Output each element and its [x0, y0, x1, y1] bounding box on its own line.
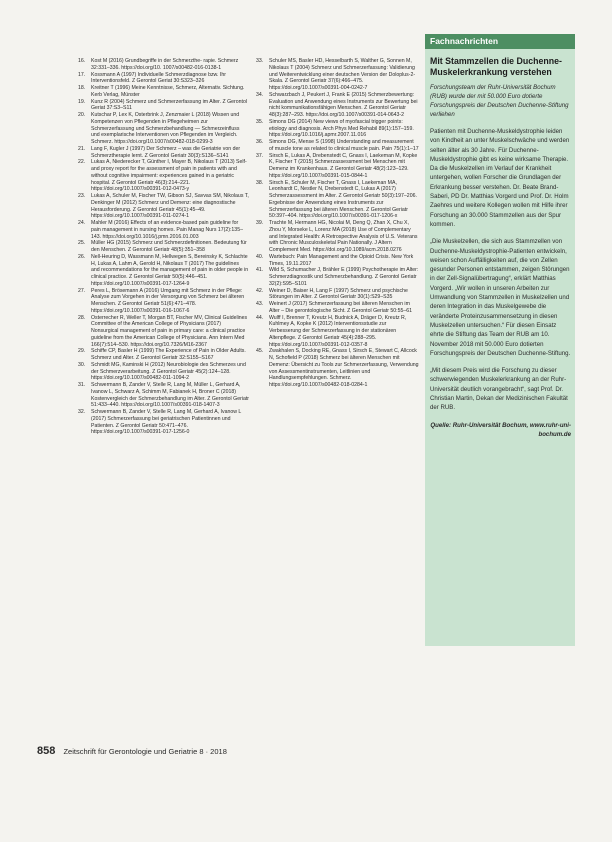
reference-text: Weiner D, Baiser H, Lang F (1997) Schmerz und psychische Störungen im Alter. Z Gerontol Geriatr 30(1):S29–S35: [269, 287, 408, 301]
reference-entry: [256, 92, 419, 119]
reference-text: Kutschar P, Lex K, Osterbrink J, Zenzmaier L (2018) Wissen und Kompetenzen von Pflegenden in Pflegeheimen zur Schmerzerfassung und Schmerzbehandlung — Schmerzeinfluss und exemplarische Interventionen von Pflegenden im Vergleich. Schmerz. https://doi.org/10.1007/s00482-018-0299-3: [91, 112, 240, 145]
reference-entry: [78, 159, 249, 193]
references-middle-column: [256, 58, 419, 389]
reference-entry: [78, 85, 249, 99]
reference-entry: [78, 315, 249, 349]
reference-number: 30.: [78, 361, 86, 368]
reference-number: 40.: [256, 253, 264, 260]
reference-text: Kossmann A (1997) Individuelle Schmerzdiagnose bzw. Ihr Interventionsfeld. Z Gerontol Geriat 30:S323–326: [91, 71, 226, 85]
reference-entry: [256, 348, 419, 389]
reference-text: Lukas A, Schuler M, Fischer TW, Gibson SJ, Savvas SM, Nikolaus T, Denkinger M (2012) Schmerz und Demenz: eine diagnostische Herausforderung. Z Gerontol Geriatr 45(1):45–49. https://doi.org/10.1007/s00391-011-0274-1: [91, 193, 249, 220]
reference-number: 44.: [256, 314, 264, 321]
reference-number: 23.: [78, 193, 86, 199]
reference-entry: [78, 112, 249, 146]
reference-number: 22.: [78, 159, 86, 166]
reference-entry: [256, 254, 419, 268]
reference-entry: [256, 139, 419, 153]
reference-entry: [78, 72, 249, 86]
reference-number: 42.: [256, 287, 264, 294]
article-paragraph: Patienten mit Duchenne-Muskeldystrophie leiden von Kindheit an unter Muskelschwäche und werden selten älter als 30 Jahre. Für Duchenne-Muskeldystrophie gibt es keine wirksame Therapie. Da die Muskelzellen im Verlauf der Krankheit untergehen, wollen Forscher die Grundlagen der Erkrankung besser verstehen. Dr. Beate Brand-Saberi, PD Dr. Matthias Vorgerd und Prof. Dr. Holm Zaehres und weitere Kollegen wollen mit Hilfe ihrer Forschung an 30.000 Stammzellen aus der Spur kommen.: [430, 128, 570, 228]
reference-text: Schmidt MG, Kaminski H (2012) Neurobiologie des Schmerzes und der Schmerzverarbeitung. Z Gerontol Geriatr 45(2):124–128. https://doi.org/10.1007/s00482-011-1094-2: [91, 361, 246, 382]
reference-text: Simons DG (2014) New views of myofascial trigger points: etiology and diagnosis. Arch Phys Med Rehabil 89(1):157–159. https://doi.org/10.1016/j.apmr.2007.11.016: [269, 118, 414, 139]
reference-text: Müller HG (2015) Schmerz und Schmerzdefinitionen. Bedeutung für den Menschen. Z Gerontol Geriatr 48(5):351–358: [91, 240, 247, 253]
reference-entry: [78, 254, 249, 288]
reference-text: Lang F, Kugler J (1997) Der Schmerz – was die Geriatrie von der Schmerztherapie lernt. Z Gerontol Geriatr 30(3):S136–S141: [91, 145, 241, 159]
reference-entry: [78, 362, 249, 382]
reference-text: Schwarzbach J, Peukert J, Frank E (2015) Schmerzbewertung: Evaluation und Anwendung eines Instruments zur Bewertung bei nicht kommunikationsfähigen Menschen. Z Gerontol Geriatr 48(3):287–293. https://doi.org/10.1007/s00391-014-0643-2: [269, 91, 418, 118]
reference-number: 18.: [78, 85, 86, 91]
page-footer: [37, 746, 437, 757]
reference-text: Zwakhalen S, Docking RE, Gnass I, Sirsch E, Stewart C, Allcock N, Schofield P (2018) Schmerz bei älteren Menschen mit Demenz: Übersicht zu Tools zur Schmerzerfassung, Verwendung von Assessmentinstrumenten, Leitlinien und Handlungsempfehlungen. Schmerz. https://doi.org/10.1007/s00482-018-0284-1: [269, 348, 419, 388]
reference-text: Nell-Heuring D, Wassmann M, Hellwegen S, Bereinsky K, Schlachte H, Lukas A, Lahm A, Gerold H, Nikolaus T (2017) The guidelines and recommendations for the management of pain in older people in clinical practice. Z Gerontol Geriatr 50(5):446–451. https://doi.org/10.1007/s00391-017-1264-9: [91, 253, 249, 287]
reference-entry: [256, 267, 419, 287]
reference-entry: [78, 193, 249, 220]
reference-number: 32.: [78, 409, 86, 415]
reference-number: 29.: [78, 348, 86, 355]
reference-number: 39.: [256, 220, 264, 226]
reference-entry: [256, 180, 419, 221]
article-source: Quelle: Ruhr-Universität Bochum, www.ruhr-uni-bochum.de: [430, 421, 571, 438]
reference-entry: [256, 119, 419, 139]
reference-number: 26.: [78, 253, 86, 260]
reference-text: Sirsch E, Lukas A, Drebenstedt C, Gnass I, Laekeman M, Kopke K, Fischer T (2015) Schmerzassessment bei Menschen mit Demenz im Krankenhaus. Z Gerontol Geriatr 48(2):123–129. https://doi.org/10.1007/s00391-015-0844-1: [269, 152, 418, 179]
reference-text: Weinert J (2017) Schmerzerfassung bei älteren Menschen im Alter – Die gerontologische Sicht. Z Gerontol Geriatr 50:55–61: [269, 301, 413, 314]
reference-entry: [256, 153, 419, 180]
sidebar-body: [425, 49, 575, 439]
reference-entry: [256, 220, 419, 254]
reference-text: Schiffe CP, Basler H (1999) The Experience of Pain in Older Adults. Schmerz und Alter. Z Gerontol Geriatr 32:S155–S167: [91, 348, 246, 361]
reference-number: 24.: [78, 220, 86, 226]
news-sidebar: [425, 34, 575, 646]
reference-entry: [78, 99, 249, 113]
reference-number: 28.: [78, 314, 86, 321]
reference-entry: [256, 315, 419, 349]
reference-number: 20.: [78, 112, 86, 118]
reference-number: 19.: [78, 98, 86, 105]
reference-number: 38.: [256, 179, 264, 186]
reference-text: Schwermann B, Zander V, Stelle R, Lang M, Müller L, Gerhard A, Ivanow L, Schwarz A, Schimm M, Fabianek H, Broner C (2018) Kostenvergleich der Schmerzbehandlung im Alter. Z Gerontol Geriatr 51:433–440. https://doi.org/10.1007/s00391-018-1407-3: [91, 382, 250, 409]
reference-number: 16.: [78, 58, 86, 64]
reference-text: Osterrecher R, Weller T, Morgan BT, Fischer MV, Clinical Guidelines Committee of the American College of Physicians (2017) Nonsurgical management of pain in primary care: a clinical practice guideline from the American College of Physicians. Ann Intern Med 166(7):514–530. https://doi.org/10.7326/M16-2367: [91, 314, 248, 348]
reference-text: Kost M (2016) Grundbegriffe in der Schmerzthe- rapie. Schmerz 32:331–336. https://doi.org/10. 1007/s00482-016-0138-1: [91, 58, 239, 71]
reference-text: Mahler M (2016) Effects of an evidence-based pain guideline for pain management in nursing homes. Pain Manag Nurs 17(2):135–143. https://doi.org/10.1016/j.pmn.2016.01.003: [91, 220, 243, 240]
article-title: Mit Stammzellen die Duchenne-Muskelerkrankung verstehen: [430, 56, 562, 77]
reference-text: Kreitner T (1996) Meine Kenntnisse, Schmerz, Alternativ. Sichtung. Kerb Verlag, Münster: [91, 85, 245, 98]
reference-entry: [78, 409, 249, 436]
reference-entry: [78, 58, 249, 72]
reference-text: Wild S, Schumacher J, Brähler E (1999) Psychotherapie im Alter: Schmerzdiagnostik und Schmerzbehandlung. Z Gerontol Geriatr 32(2):S95–S101: [269, 267, 419, 287]
reference-entry: [256, 58, 419, 92]
reference-number: 45.: [256, 348, 264, 355]
reference-entry: [78, 382, 249, 409]
reference-text: Wulff I, Brenner T, Kreutz H, Budnick A, Dräger D, Kreutz R, Kuhlmey A, Kopke K (2012) Interventionsstudie zur Verbesserung der Schmerzerfassung in der stationären Altenpflege. Z Gerontol Geriatr 45(4):288–295. https://doi.org/10.1007/s00391-012-0357-8: [269, 314, 407, 348]
article-paragraph: „Mit diesem Preis wird die Forschung zu dieser schwerwiegenden Muskelerkrankung an der Ruhr-Universität deutlich vorangebracht“, sagt Prof. Dr. Christian Martin, Dekan der Medizinischen Fakultät der RUB.: [430, 367, 568, 412]
reference-entry: [256, 301, 419, 315]
reference-text: Schwermann B, Zander V, Stelle R, Lang M, Gerhard A, Ivanow L (2017) Schmerzerfassung bei geriatrischen Patientinnen und Patienten. Z Gerontol Geriatr 50:471–476. https://doi.org/10.1007/s00391-017-1256-0: [91, 409, 242, 436]
reference-number: 21.: [78, 145, 86, 152]
reference-number: 37.: [256, 152, 264, 159]
journal-title: Zeitschrift für Gerontologie und Geriatrie 8 · 2018: [63, 747, 227, 756]
reference-number: 41.: [256, 267, 264, 274]
reference-number: 34.: [256, 91, 264, 98]
reference-text: Lukas A, Niederecker T, Günther I, Mayer B, Nikolaus T (2013) Self- and proxy report for the assessment of pain in patients with and without cognitive impairment: experiences gained in a geriatric hospital. Z Gerontol Geriatr 46(3):214–221. https://doi.org/10.1007/s00391-012-0473-y: [91, 159, 247, 193]
reference-text: Sirsch E, Schuler M, Fischer T, Gnass I, Laekeman MA, Leonhardt C, Nestler N, Drebenstedt C, Lukas A (2017) Schmerzassessment im Alter. Z Gerontol Geriatr 50(3):197–206. Ergebnisse der Anwendung eines Instruments zur Schmerzerfassung bei älteren Menschen. Z Gerontol Geriatr 50:397–404. https://doi.org/10.1007/s00391-017-1206-x: [269, 179, 417, 220]
article-paragraph: „Die Muskelzellen, die sich aus Stammzellen von Duchenne-Muskeldystrophie-Patienten entwickeln, weisen schon Auffälligkeiten auf, die von Zellen gesunder Personen entstammen, zeigen Störungen in der Zell-Signalübertragung“, erklärt Matthias Vorgerd. „Wir wollen in unseren Arbeiten zur Umwandlung von Stammzellen in Muskelzellen und deren Integration in das Muskelgewebe die veränderte Proteinzusammensetzung in diesen Muskelzellen untersuchen.“ Für diesen Einsatz ehrte die Stiftung das Team der RUB am 10. November 2018 mit 50.000 Euro dotierten Forschungspreis der Deutschen Duchenne-Stiftung.: [430, 238, 571, 357]
reference-number: 35.: [256, 118, 264, 125]
reference-number: 43.: [256, 301, 264, 307]
reference-entry: [78, 146, 249, 160]
reference-text: Wartebuch: Pain Management and the Opioid Crisis. New York Times, 19.11.2017: [269, 253, 414, 267]
sidebar-header: Fachnachrichten: [425, 34, 575, 49]
reference-text: Trachte M, Hermann HG, Nicolai M, Deng Q, Zhan X, Chu X, Zhou Y, Morseke L, Lorenz MA (2018) Use of Complementary and Integrated Health: A Retrospective Analysis of U.S. Veterans with Chronic Musculoskeletal Pain Nationally. J Altern Complement Med. https://doi.org/10.1089/acm.2018.0276: [269, 220, 418, 253]
references-left-column: [78, 58, 249, 436]
reference-entry: [78, 220, 249, 240]
article-lead: Forschungsteam der Ruhr-Universität Bochum (RUB) wurde der mit 50.000 Euro dotierte Forschungspreis der Deutschen Duchenne-Stiftung verliehen: [430, 84, 569, 118]
reference-number: 27.: [78, 287, 86, 294]
reference-text: Schuler MS, Basler HD, Hesselbarth S, Walther G, Sonnen M, Nikolaus T (2004) Schmerz und Schmerzerfassung: Validierung und Weiterentwicklung einer deutschen Version der Doloplus-2-Skala. Z Gerontol Geriatr 37(6):466–475. https://doi.org/10.1007/s00391-004-0242-7: [269, 58, 416, 91]
reference-entry: [78, 240, 249, 254]
reference-number: 25.: [78, 240, 86, 247]
reference-number: 17.: [78, 71, 86, 78]
reference-entry: [256, 288, 419, 302]
reference-number: 33.: [256, 58, 264, 64]
reference-number: 36.: [256, 139, 264, 145]
page-number: 858: [37, 745, 56, 757]
reference-text: Peres L, Brösemann A (2016) Umgang mit Schmerz in der Pflege: Analyse zum Vorgehen in der Versorgung von Schmerz bei älteren Menschen. Z Gerontol Geriatr 51(6):471–478. https://doi.org/10.1007/s00391-016-1067-6: [91, 287, 245, 314]
reference-entry: [78, 288, 249, 315]
reference-entry: [78, 348, 249, 362]
reference-text: Kunz R (2004) Schmerz und Schmerzerfassung im Alter. Z Gerontol Geriat 37:S3–S11: [91, 98, 247, 112]
reference-number: 31.: [78, 382, 86, 388]
reference-text: Simons DG, Mense S (1998) Understanding and measurement of muscle tone as related to clinical muscle pain. Pain 75(1):1–17: [269, 139, 419, 152]
